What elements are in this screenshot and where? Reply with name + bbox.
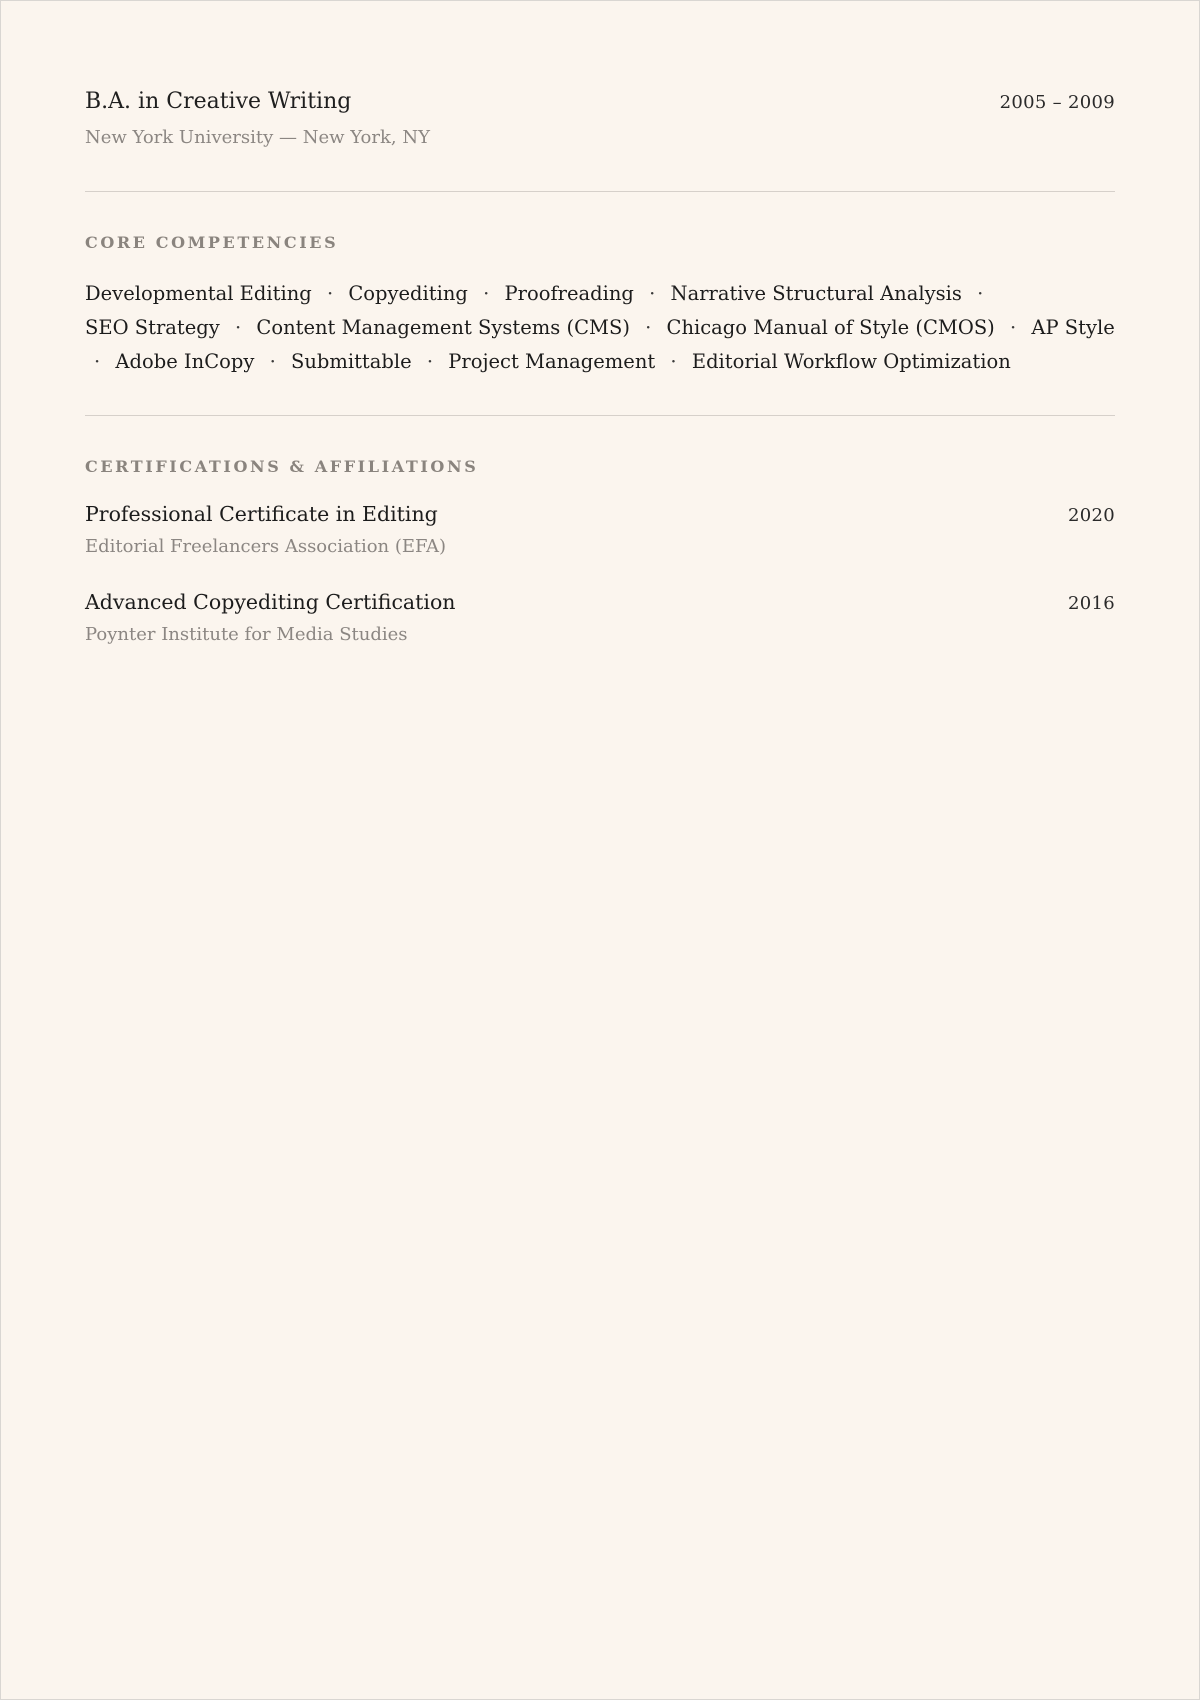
skill-item: Content Management Systems (CMS) bbox=[256, 316, 630, 339]
certification-issuer: Editorial Freelancers Association (EFA) bbox=[85, 536, 446, 557]
certification-year: 2016 bbox=[1067, 593, 1115, 614]
skill-item: Adobe InCopy bbox=[115, 350, 255, 373]
education-dates: 2005 – 2009 bbox=[999, 92, 1115, 113]
skill-separator: · bbox=[645, 316, 652, 339]
education-entry bbox=[85, 85, 1115, 153]
skill-item: Copyediting bbox=[348, 282, 468, 305]
core-competencies-heading: CORE COMPETENCIES bbox=[85, 233, 339, 252]
skill-item: Submittable bbox=[290, 350, 412, 373]
skill-separator: · bbox=[670, 350, 677, 373]
skill-item: Project Management bbox=[448, 350, 656, 373]
certification-year: 2020 bbox=[1067, 505, 1115, 526]
section-divider bbox=[85, 415, 1115, 416]
skill-separator: · bbox=[649, 282, 656, 305]
skill-separator: · bbox=[426, 350, 434, 373]
skill-item: Narrative Structural Analysis bbox=[670, 282, 962, 305]
skill-item: Editorial Workflow Optimization bbox=[691, 350, 1011, 373]
skill-separator: · bbox=[326, 282, 334, 305]
education-header bbox=[85, 85, 1115, 119]
certification-header bbox=[85, 586, 1115, 618]
section-divider bbox=[85, 191, 1115, 192]
skill-separator: · bbox=[1010, 316, 1017, 339]
skill-item: Proofreading bbox=[504, 282, 634, 305]
certification-issuer: Poynter Institute for Media Studies bbox=[85, 624, 408, 645]
skill-separator: · bbox=[94, 350, 101, 373]
skill-separator: · bbox=[977, 282, 984, 305]
skill-separator: · bbox=[269, 350, 276, 373]
skill-item: Developmental Editing bbox=[85, 282, 312, 305]
skill-item: AP Style bbox=[1031, 316, 1115, 339]
degree-title: B.A. in Creative Writing bbox=[85, 89, 352, 114]
certification-title: Advanced Copyediting Certification bbox=[85, 590, 456, 614]
skills-list bbox=[85, 277, 1115, 379]
skill-item: SEO Strategy bbox=[85, 316, 220, 339]
certification-header bbox=[85, 498, 1115, 530]
school-location: New York University — New York, NY bbox=[85, 127, 430, 148]
skill-separator: · bbox=[483, 282, 490, 305]
certification-entry bbox=[85, 498, 1115, 562]
certification-title: Professional Certificate in Editing bbox=[85, 502, 438, 526]
certifications-heading: CERTIFICATIONS & AFFILIATIONS bbox=[85, 457, 479, 476]
skill-separator: · bbox=[235, 316, 242, 339]
skill-item: Chicago Manual of Style (CMOS) bbox=[666, 316, 995, 339]
certification-entry bbox=[85, 586, 1115, 650]
